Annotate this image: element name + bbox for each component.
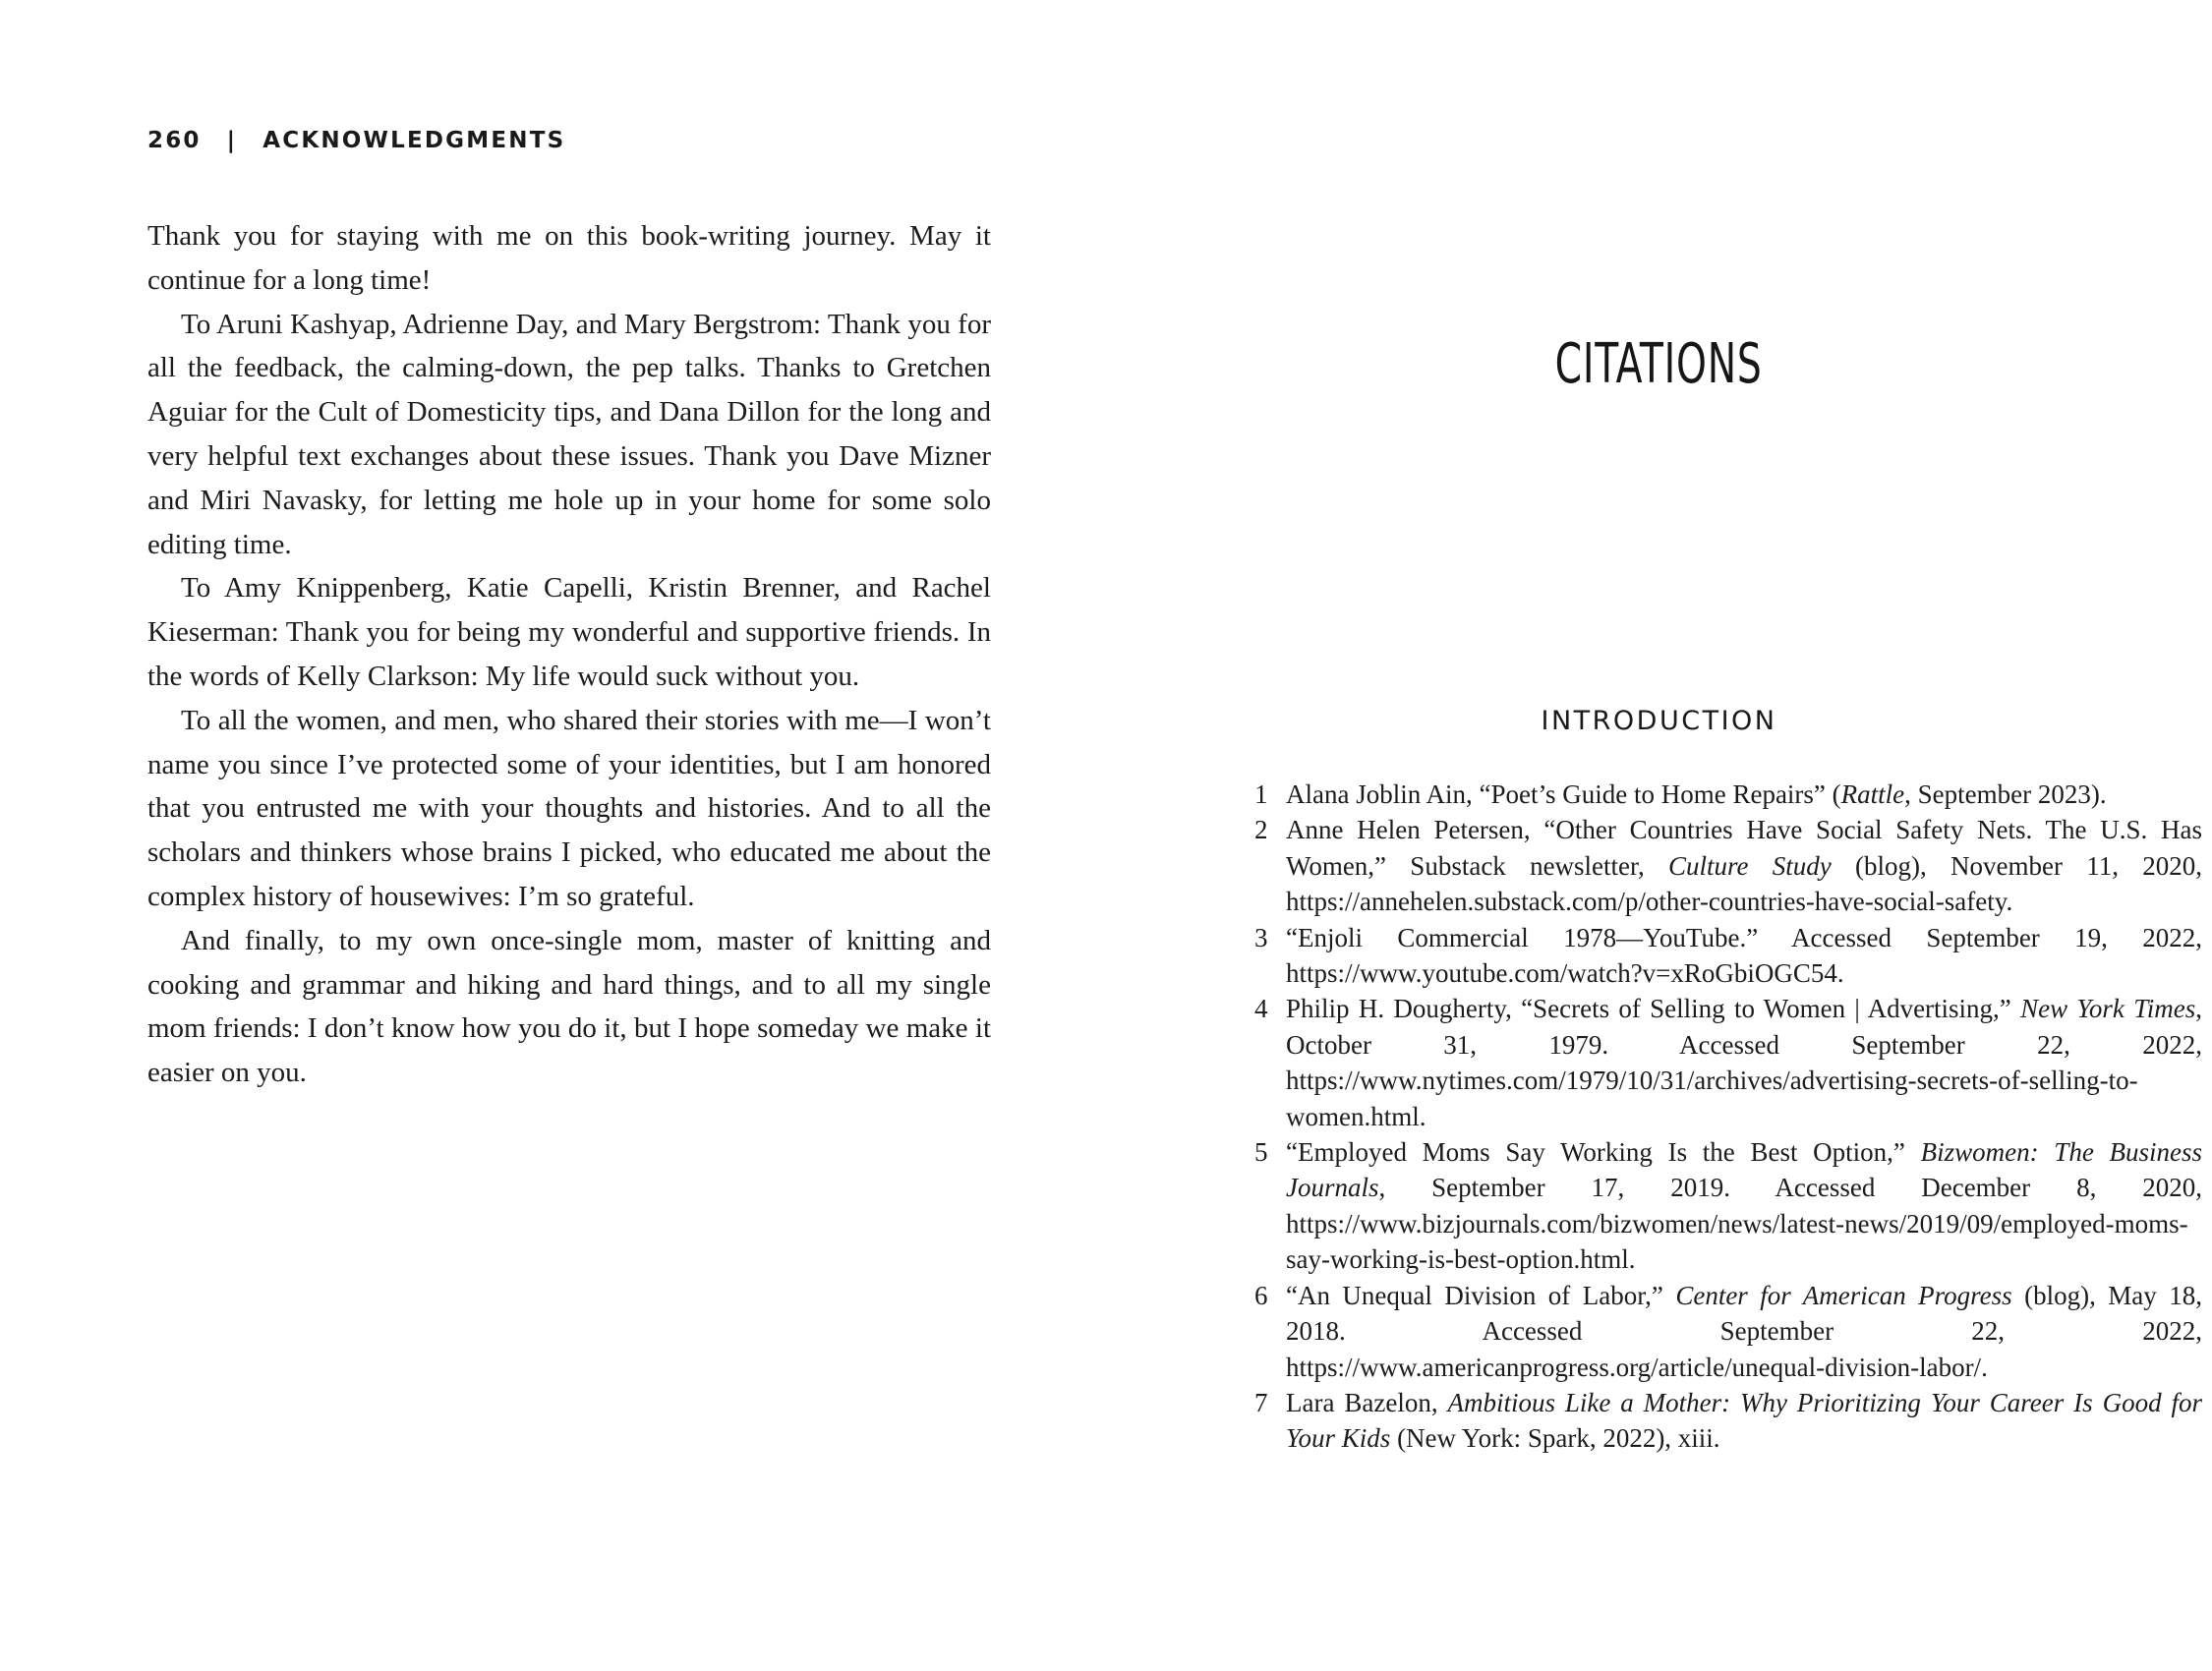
citation-item — [1254, 812, 2202, 919]
citation-text: Alana Joblin Ain, “Poet’s Guide to Home Repairs” ( — [1286, 779, 1841, 809]
citation-text: (New York: Spark, 2022), xiii. — [1390, 1423, 1720, 1454]
paragraph: Thank you for staying with me on this book-writing journey. May it continue for a long time! — [147, 220, 991, 296]
paragraph: To Amy Knippenberg, Katie Capelli, Kristin Brenner, and Rachel Kieserman: Thank you for being my wonderful and supportive friends. In the words of Kelly Clarkson: My life would suck without you. — [147, 572, 991, 692]
citation-text: “An Unequal Division of Labor,” — [1286, 1280, 1676, 1310]
citation-text: , September 17, 2019. Accessed December 8, 2020, https://www.bizjournals.com/bizwomen/news/latest-news/2019/09/employed-moms-say-working-is-best-option.html. — [1286, 1173, 2202, 1275]
citation-title: Rattle — [1840, 779, 1905, 809]
citation-number: 1 — [1254, 779, 1268, 809]
citation-text: “Enjoli Commercial 1978—YouTube.” Accessed September 19, 2022, https://www.youtube.com/watch?v=xRoGbiOGC54. — [1286, 922, 2202, 989]
citation-text: , October 31, 1979. Accessed September 22, 2022, https://www.nytimes.com/1979/10/31/archives/advertising-secrets-of-selling-to-women.html. — [1286, 994, 2202, 1131]
citation-number: 7 — [1254, 1387, 1268, 1417]
citation-title: Ambitious Like a Mother: Why Prioritizing Your Career Is Good for Your Kids — [1286, 1387, 2202, 1454]
paragraph: To Aruni Kashyap, Adrienne Day, and Mary Bergstrom: Thank you for all the feedback, the calming-down, the pep talks. Thanks to Gretchen Aguiar for the Cult of Domesticity tips, and Dana Dillon for the long and very helpful text exchanges about these issues. Thank you Dave Mizner and Miri Navasky, for letting me hole up in your home for some solo editing time. — [147, 308, 991, 560]
citation-item — [1254, 777, 2202, 812]
chapter-title: CITATIONS — [1554, 332, 1763, 396]
citation-item — [1254, 1278, 2202, 1385]
citation-text: Lara Bazelon, — [1286, 1387, 1448, 1417]
citation-text: Anne Helen Petersen, “Other Countries Have Social Safety Nets. The U.S. Has Women,” Substack newsletter, — [1286, 815, 2202, 881]
citation-number: 4 — [1254, 994, 1268, 1024]
citation-title: Center for American Progress — [1675, 1280, 2012, 1310]
citation-text: , September 2023). — [1904, 779, 2107, 809]
citation-text: “Employed Moms Say Working Is the Best Option,” — [1286, 1137, 1921, 1168]
running-head-separator: | — [226, 128, 238, 153]
running-head — [147, 128, 565, 153]
citation-list — [1254, 777, 2202, 1457]
paragraph: And finally, to my own once-single mom, master of knitting and cooking and grammar and hiking and hard things, and to all my single mom friends: I don’t know how you do it, but I hope someday we make it easier on you. — [147, 924, 991, 1089]
citation-item — [1254, 991, 2202, 1134]
running-head-title: ACKNOWLEDGMENTS — [262, 128, 566, 153]
acknowledgments-text — [147, 214, 991, 1095]
citation-number: 6 — [1254, 1280, 1268, 1310]
citation-number: 2 — [1254, 815, 1268, 845]
citation-item — [1254, 920, 2202, 992]
right-page — [1106, 0, 2212, 1671]
citation-title: New York Times — [2020, 994, 2196, 1024]
citation-item — [1254, 1385, 2202, 1457]
citation-text: (blog), November 11, 2020, https://annehelen.substack.com/p/other-countries-have-social-safety. — [1286, 850, 2202, 917]
page-number: 260 — [147, 128, 202, 153]
citation-number: 5 — [1254, 1137, 1268, 1168]
citation-item — [1254, 1134, 2202, 1278]
citation-text: Philip H. Dougherty, “Secrets of Selling to Women | Advertising,” — [1286, 994, 2021, 1024]
paragraph: To all the women, and men, who shared their stories with me—I won’t name you since I’ve protected some of your identities, but I am honored that you entrusted me with your thoughts and histories. And to all the scholars and thinkers whose brains I picked, who educated me about the complex history of housewives: I’m so grateful. — [147, 704, 991, 912]
citation-text: (blog), May 18, 2018. Accessed September 22, 2022, https://www.americanprogress.org/article/unequal-division-labor/. — [1286, 1280, 2202, 1382]
citation-number: 3 — [1254, 922, 1268, 952]
citation-title: Culture Study — [1667, 850, 1832, 881]
citation-title: Bizwomen: The Business Journals — [1286, 1137, 2203, 1203]
section-heading: INTRODUCTION — [1541, 706, 1777, 736]
